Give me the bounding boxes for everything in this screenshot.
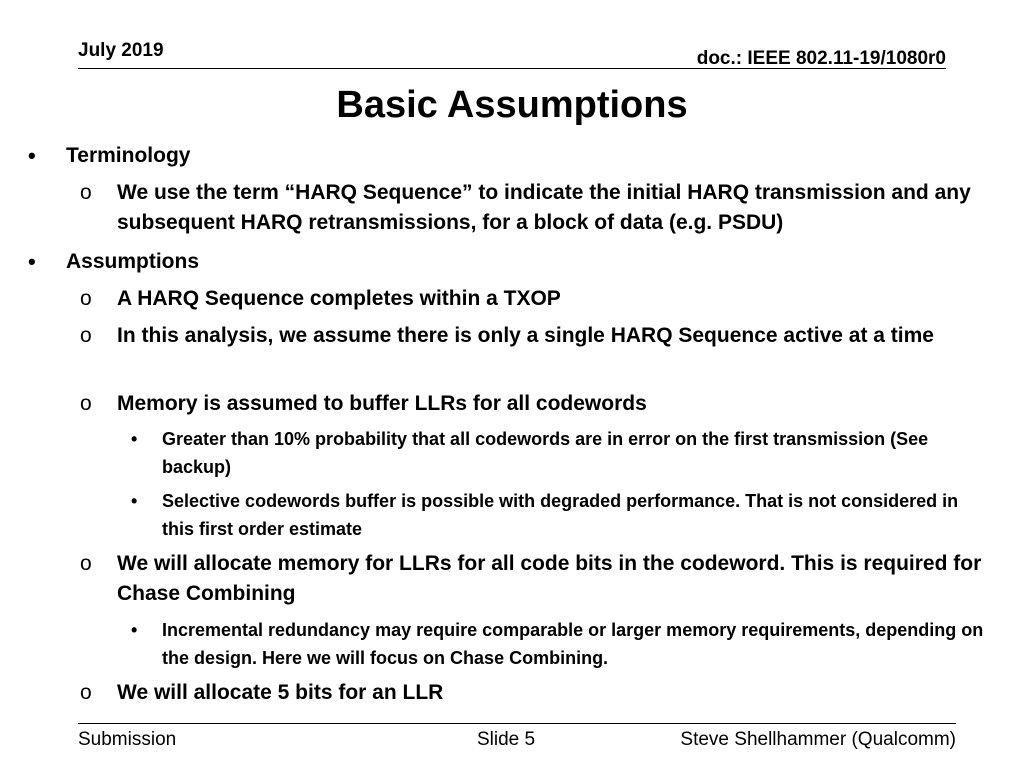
header-doc-id: doc.: IEEE 802.11-19/1080r0 [696, 48, 946, 69]
sub-sub-bullet-marker: • [131, 491, 138, 511]
bullet-marker: • [28, 249, 36, 274]
bullet-assumptions: Assumptions [66, 250, 200, 273]
bullet-marker: • [28, 143, 36, 168]
sub-bullet-allocate-memory: We will allocate memory for LLRs for all code bits in the codeword. This is required for Chase Combining [117, 552, 982, 605]
sub-bullet-marker: o [80, 392, 92, 415]
sub-bullet-marker: o [80, 681, 92, 704]
sub-bullet-marker: o [80, 287, 92, 310]
sub-bullet-marker: o [80, 324, 92, 347]
sub-sub-bullet-probability: Greater than 10% probability that all codewords are in error on the first transmission (See backup) [162, 429, 929, 477]
header-date: July 2019 [78, 40, 164, 61]
sub-sub-bullet-selective: Selective codewords buffer is possible with degraded performance. That is not considered in this first order estimate [162, 491, 959, 539]
footer-author: Steve Shellhammer (Qualcomm) [680, 729, 956, 750]
sub-sub-bullet-incremental: Incremental redundancy may require comparable or larger memory requirements, depending on the design. Here we will focus on Chase Combining. [162, 620, 984, 668]
footer-submission: Submission [78, 729, 177, 750]
footer-slide-number: Slide 5 [477, 729, 536, 750]
sub-bullet-harq-term: We use the term “HARQ Sequence” to indicate the initial HARQ transmission and any subsequent HARQ retransmissions, for a block of data (e.g. PSDU) [117, 181, 971, 234]
bullet-terminology: Terminology [66, 144, 191, 167]
slide-title: Basic Assumptions [336, 84, 688, 126]
sub-sub-bullet-marker: • [131, 429, 138, 449]
sub-bullet-llr-bits: We will allocate 5 bits for an LLR [117, 681, 444, 704]
sub-bullet-marker: o [80, 181, 92, 204]
footer-divider [78, 723, 956, 724]
sub-sub-bullet-marker: • [131, 620, 138, 640]
sub-bullet-txop: A HARQ Sequence completes within a TXOP [117, 287, 561, 310]
sub-bullet-memory: Memory is assumed to buffer LLRs for all codewords [117, 392, 647, 415]
sub-bullet-single-sequence: In this analysis, we assume there is only a single HARQ Sequence active at a time [117, 324, 934, 347]
sub-bullet-marker: o [80, 552, 92, 575]
